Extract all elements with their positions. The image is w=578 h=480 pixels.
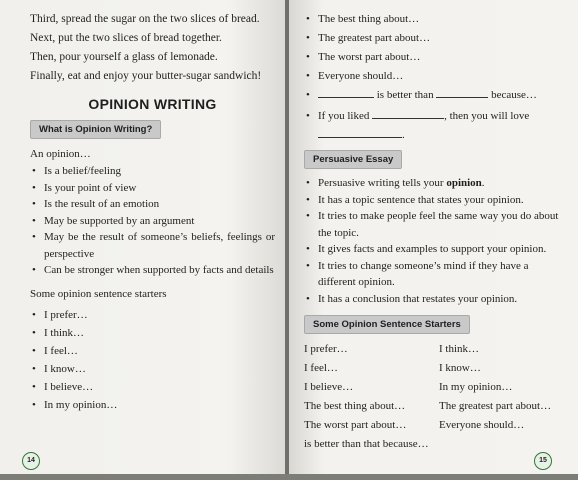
blank-line [436, 88, 488, 98]
bullet-icon: • [32, 165, 36, 177]
list-item: • I think… [30, 324, 275, 342]
bullet-icon: • [32, 326, 36, 339]
blank-line [318, 128, 402, 138]
list-item: • It has a topic sentence that states your opinion. [304, 192, 566, 209]
bullet-icon: • [306, 110, 310, 122]
list-item: • If you liked , then you will love . [304, 107, 566, 138]
top-starters-list [304, 10, 566, 141]
list-item: • It tries to change someone’s mind if they have a different opinion. [306, 259, 529, 288]
list-item: • Is a belief/feeling [30, 163, 275, 180]
grid-cell: I believe… [304, 381, 354, 393]
grid-cell: Everyone should… [439, 419, 525, 431]
list-item: • The worst part about… [304, 48, 566, 67]
fill-text: If you liked [318, 110, 370, 122]
bullet-icon: • [306, 32, 310, 44]
list-item: • May be the result of someone’s beliefs, feelings or perspective [32, 231, 275, 260]
list-item: • Can be stronger when supported by facts and details [30, 262, 275, 279]
page-number: 15 [534, 452, 552, 470]
blank-line [318, 88, 374, 98]
list-item: • Is your point of view [30, 180, 275, 197]
list-item: • It tries to make people feel the same way you do about the topic. [306, 210, 559, 239]
starters-grid [304, 340, 566, 435]
list-item: • It has a conclusion that restates your opinion. [304, 291, 566, 308]
grid-cell: The best thing about… [304, 400, 406, 412]
bullet-icon: • [306, 193, 310, 206]
bullet-icon: • [306, 13, 310, 25]
step-line: Then, pour yourself a glass of lemonade. [30, 51, 218, 63]
tab-what-is-opinion-writing: What is Opinion Writing? [30, 120, 161, 139]
list-item: • The best thing about… [304, 10, 566, 29]
bullet-icon: • [32, 214, 36, 227]
step-line: Third, spread the sugar on the two slices of bread. [30, 13, 260, 25]
fill-text: , then you will love [444, 110, 530, 122]
fill-text: is better than [376, 89, 434, 101]
right-page [289, 0, 578, 480]
blank-line [372, 109, 444, 119]
bullet-icon: • [32, 231, 36, 243]
tab-some-opinion-sentence-starters: Some Opinion Sentence Starters [304, 315, 470, 334]
left-page [0, 0, 285, 480]
starters-label: Some opinion sentence starters [30, 287, 167, 300]
grid-cell: The greatest part about… [439, 400, 552, 412]
step-line: Next, put the two slices of bread together. [30, 32, 222, 44]
bullet-icon: • [32, 308, 36, 321]
list-item: • In my opinion… [30, 396, 275, 414]
list-item [304, 86, 566, 105]
fill-text: because… [491, 89, 537, 101]
bullet-icon: • [306, 210, 310, 222]
starters-list [30, 306, 275, 414]
bullet-icon: • [306, 89, 310, 101]
bullet-icon: • [306, 70, 310, 82]
bullet-icon: • [306, 51, 310, 63]
bullet-icon: • [306, 243, 310, 255]
bullet-icon: • [306, 259, 310, 272]
last-line: is better than that because… [304, 438, 429, 450]
list-item: • I believe… [30, 378, 275, 396]
list-item: • I feel… [30, 342, 275, 360]
list-item: • I prefer… [30, 306, 275, 324]
grid-cell: The worst part about… [304, 419, 407, 431]
emphasis-text: opinion [446, 177, 482, 189]
intro-text: An opinion… [30, 148, 91, 160]
opinion-points-list [30, 163, 275, 279]
list-item: • Everyone should… [304, 67, 566, 86]
list-item: • It gives facts and examples to support your opinion. [304, 241, 566, 258]
bullet-icon: • [32, 344, 36, 357]
grid-cell: In my opinion… [439, 381, 513, 393]
bullet-icon: • [32, 198, 36, 210]
bullet-icon: • [32, 264, 36, 276]
bullet-icon: • [32, 380, 36, 393]
bullet-icon: • [32, 362, 36, 375]
list-item: • I know… [30, 360, 275, 378]
bullet-icon: • [306, 177, 310, 189]
grid-cell: I prefer… [304, 343, 348, 355]
grid-cell: I think… [439, 343, 480, 355]
bullet-icon: • [306, 292, 310, 305]
bullet-icon: • [32, 181, 36, 194]
list-item: • The greatest part about… [304, 29, 566, 48]
section-heading: OPINION WRITING [88, 96, 217, 112]
page-shadow [0, 474, 578, 480]
bullet-icon: • [32, 398, 36, 411]
list-item: • Is the result of an emotion [30, 196, 275, 213]
persuasive-points-list [304, 175, 566, 307]
grid-cell: I feel… [304, 362, 338, 374]
step-line: Finally, eat and enjoy your butter-sugar sandwich! [30, 70, 262, 82]
page-number: 14 [22, 452, 40, 470]
list-item: • May be supported by an argument [30, 213, 275, 230]
grid-cell: I know… [439, 362, 481, 374]
list-item: • Persuasive writing tells your opinion. [304, 175, 566, 192]
tab-persuasive-essay: Persuasive Essay [304, 150, 402, 169]
